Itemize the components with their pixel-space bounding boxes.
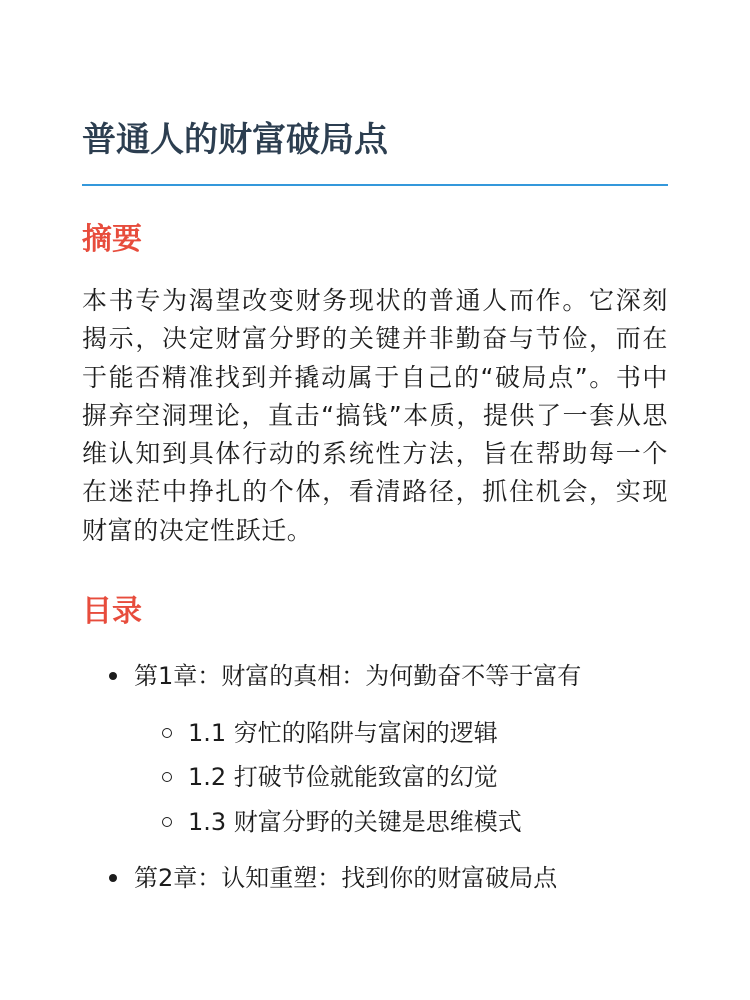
toc-section-label: 1.3 财富分野的关键是思维模式 [188,808,522,836]
toc-chapter-2 [134,861,557,895]
toc-section-1-1 [188,716,498,750]
summary-paragraph: 本书专为渴望改变财务现状的普通人而作。它深刻揭示，决定财富分野的关键并非勤奋与节俭，而在于能否精准找到并撬动属于自己的“破局点”。书中摒弃空洞理论，直击“搞钱”本质，提供了一套从思维认知到具体行动的系统性方法，旨在帮助每一个在迷茫中挣扎的个体，看清路径，抓住机会，实现财富的决定性跃迁。 [82,286,668,545]
title-divider [82,184,668,186]
circle-bullet-icon [162,728,172,738]
summary-heading: 摘要 [82,222,142,257]
bullet-icon [109,874,117,882]
toc-heading: 目录 [82,594,142,629]
toc-section-label: 1.1 穷忙的陷阱与富闲的逻辑 [188,719,498,747]
toc-section-1-3 [188,805,522,839]
toc-chapter-1 [134,659,581,693]
circle-bullet-icon [162,772,172,782]
toc-chapter-label: 第1章：财富的真相：为何勤奋不等于富有 [134,662,582,690]
toc-chapter-label: 第2章：认知重塑：找到你的财富破局点 [134,864,558,892]
circle-bullet-icon [162,817,172,827]
document-title: 普通人的财富破局点 [82,120,388,160]
toc-section-1-2 [188,760,498,794]
bullet-icon [109,672,117,680]
toc-section-label: 1.2 打破节俭就能致富的幻觉 [188,763,498,791]
